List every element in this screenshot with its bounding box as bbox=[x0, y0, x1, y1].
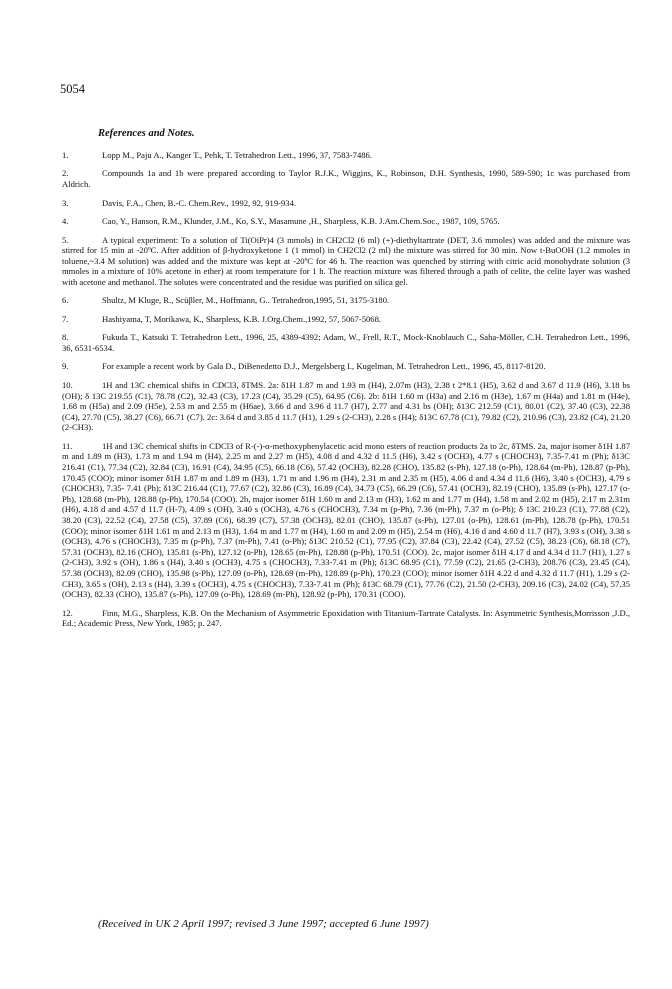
reference-list bbox=[62, 150, 630, 637]
reference-text: Hashiyama, T, Morikawa, K., Sharpless, K.B. J.Org.Chem.,1992, 57, 5067-5068. bbox=[102, 313, 382, 324]
reference-item bbox=[62, 608, 630, 629]
references-heading: References and Notes. bbox=[98, 128, 195, 139]
reference-text: Shultz, M Kluge, R., Scüβler, M., Hoffmann, G.. Tetrahedron,1995, 51, 3175-3180. bbox=[102, 295, 390, 306]
reference-item bbox=[62, 150, 630, 161]
reference-text: A typical experiment: To a solution of Ti(OiPr)4 (3 mmols) in CH2Cl2 (6 ml) (+)-diethyltartrate (DET, 3.6 mmoles) was added and the mixture was stirred for 15 min at -20ºC. After addition of β-hydroxyketone 1 (1 mmol) in CH2Cl2 (2 ml) the mixture was stirred for 30 min. Now t-BuOOH (1.2 mmoles in toluene,~3.4 M solution) was added and the mixture was kept at -20ºC for 46 h. The reaction was quenched by stirring with citric acid monohydrate solution (3 mmoles in a mixture of 10% acetone in ether) at room temperature for 1 h. The reaction mixture was filtered through a path of celite, the celite layer was washed with acetone and methanol. The solutes were concentrated and the residue was purified on silica gel. bbox=[62, 234, 630, 287]
reference-item bbox=[62, 380, 630, 433]
received-dates: (Received in UK 2 April 1997; revised 3 June 1997; accepted 6 June 1997) bbox=[98, 918, 429, 930]
reference-number: 5. bbox=[62, 234, 69, 245]
reference-item bbox=[62, 314, 630, 325]
reference-item bbox=[62, 168, 630, 189]
reference-number: 9. bbox=[62, 361, 69, 372]
reference-text: Finn, M.G., Sharpless, K.B. On the Mechanism of Asymmetric Epoxidation with Titanium-Tartrate Catalysts. In: Asymmetric Synthesis,Morrisson ,J.D., Ed.; Academic Press, New York, 1985; p. 247. bbox=[62, 607, 630, 629]
reference-text: 1H and 13C chemical shifts in CDCl3 of R-(-)-α-methoxyphenylacetic acid mono esters of reaction products 2a to 2c, δTMS. 2a, major isomer δ1H 1.87 m and 1.89 m (H3), 1.73 m and 1.94 m (H4), 2.25 m and 2.27 m (H5), 4.08 d and 4.32 d 11.5 (H6), 3.42 s (OCH3), 4.77 s (CHOCH3), 7.35-7.41 m (Ph); δ13C 216.41 (C1), 77.34 (C2), 32.84 (C3), 16.91 (C4), 34.95 (C5), 66.18 (C6), 57.42 (OCH3), 82.28 (CHO), 135.82 (s-Ph), 127.18 (o-Ph), 128.64 (m-Ph), 128.87 (p-Ph), 170.45 (COO); minor isomer δ1H 1.87 m and 1.89 m (H3), 1.71 m and 1.96 m (H4), 2.31 m and 2.35 m (H5), 4.06 d and 4.34 d 11.6 (H6), 3.40 s (OCH3), 4.79 s (CHOCH3), 7.35- 7.41 (Ph); δ13C 216.44 (C1), 77.67 (C2), 32.86 (C3), 16.89 (C4), 34.73 (C5), 66.29 (C6), 57.41 (OCH3), 82.19 (CHO), 135.89 (s-Ph), 127.17 (o-Ph), 128.68 (m-Ph), 128.88 (p-Ph), 170.54 (COO). 2b, major isomer δ1H 1.60 m and 2.13 m (H3), 1.62 m and 1.77 m (H4), 1.58 m and 2.02 m (H5), 2.17 m 2.31m (H6), 4.18 d and 4.57 d 11.7 (H-7), 4.09 s (OH), 3.40 s (OCH3), 4.76 s (CHOCH3), 7.34 m (p-Ph), 7.36 (m-Ph), 7.37 m (o-Ph); δ 13C 210.23 (C1), 77.88 (C2), 38.20 (C3), 22.52 (C4), 27.58 (C5), 37.89 (C6), 68.39 (C7), 57.38 (OCH3), 82.01 (CHO), 135.87 (s-Ph), 127.01 (o-Ph), 128.61 (m-Ph), 128.78 (p-Ph), 170.51 (COO); minor isomer δ1H 1.61 m and 2.13 m (H3), 1.64 m and 1.77 m (H4), 1.60 m and 2.09 m (H5), 2.54 m (H6), 4.16 d and 4.60 d 11.7 (H7), 3.93 s (OH), 3.38 s (OCH3), 4.76 s (CHOCH3), 7.35 m (p-Ph), 7.37 (m-Ph), 7.41 (o-Ph); δ13C 210.52 (C1), 77.95 (C2), 37.84 (C3), 22.42 (C4), 27.52 (C5), 38.23 (C6), 68.18 (C7), 57.31 (OCH3), 82.16 (CHO), 135.81 (s-Ph), 127.12 (o-Ph), 128.65 (m-Ph), 128.88 (p-Ph), 170.51 (COO). 2c, major isomer δ1H 4.17 d and 4.34 d 11.7 (H1), 1.27 s (2-CH3), 3.92 s (OH), 1.86 s (H4), 3.40 s (OCH3), 4.75 s (CHOCH3), 7.33-7.41 m (Ph); δ13C 68.95 (C1), 77.59 (C2), 21.65 (2-CH3), 208.76 (C3), 23.45 (C4), 57.38 (OCH3), 82.09 (CHO), 135.98 (s-Ph), 127.09 (o-Ph), 128.69 (m-Ph), 128.89 (p-Ph), 170.23 (COO); minor isomer δ1H 4.22 d and 4.32 d 11.7 (H1), 1.29 s (2-CH3), 3.65 s (OH), 2.13 s (H4), 3.39 s (OCH3), 4.75 s (CHOCH3), 7.33-7.41 m (Ph); δ13C 68.79 (C1), 77.76 (C2), 21.50 (2-CH3), 209.16 (C3), 24.02 (C4), 57.35 (OCH3), 82.33 (CHO), 135.87 (s-Ph), 127.09 (o-Ph), 128.69 (m-Ph), 128.92 (p-Ph), 170.31 (COO). bbox=[62, 440, 630, 600]
reference-number: 7. bbox=[62, 313, 69, 324]
reference-item bbox=[62, 235, 630, 288]
reference-number: 10. bbox=[62, 379, 73, 390]
reference-text: Fukuda T., Katsuki T. Tetrahedron Lett., 1996, 25, 4389-4392; Adam, W., Frell, R.T., Mock-Knoblauch C., Saha-Möller, C.H. Tetrahedron Lett., 1996, 36, 6531-6534. bbox=[62, 332, 630, 353]
reference-item bbox=[62, 216, 630, 227]
reference-text: Davis, F.A., Chen, B.-C. Chem.Rev., 1992, 92, 919-934. bbox=[102, 197, 297, 208]
reference-text: Lopp M., Paju A., Kanger T., Pehk, T. Tetrahedron Lett., 1996, 37, 7583-7486. bbox=[102, 150, 372, 160]
reference-number: 1. bbox=[62, 150, 69, 160]
reference-item bbox=[62, 361, 630, 372]
reference-number: 8. bbox=[62, 332, 69, 343]
reference-item bbox=[62, 441, 630, 600]
reference-text: 1H and 13C chemical shifts in CDCl3, δTMS. 2a: δ1H 1.87 m and 1.93 m (H4), 2.07m (H3), 2.38 t 2*8.1 (H5), 3.62 d and 3.67 d 11.9 (H6), 3.18 bs (OH); δ 13C 219.55 (C1), 78.78 (C2), 32.43 (C3), 17.23 (C4), 35.29 (C5), 64.95 (C6). 2b: δ1H 1.60 m (H3a) and 2.16 m (H3e), 1.67 m (H4a) and 1.81 m (H4e), 1.68 m (H5a) and 2.09 (H5e), 2.53 m and 2.55 m (H6ae), 3.66 d and 3.96 d 11.7 (H7), 2.77 and 4.31 bs (OH); δ13C 212.59 (C1), 80.01 (C2), 37.40 (C3), 22.38 (C4), 27.70 (C5), 38.27 (C6), 66.71 (C7). 2c: 3.64 d and 3.85 d 11.7 (H1), 1.29 s (2-CH3), 2.28 s (H4); δ13C 67.78 (C1), 79.82 (C2), 210.96 (C3), 23.82 (C4), 21.20 (2-CH3). bbox=[62, 379, 630, 433]
reference-text: For example a recent work by Gala D., DiBenedetto D.J., Mergelsberg I., Kugelman, M. Tetrahedron Lett., 1996, 45, 8117-8120. bbox=[102, 361, 546, 372]
reference-item bbox=[62, 332, 630, 353]
reference-item bbox=[62, 198, 630, 209]
page-number: 5054 bbox=[60, 82, 85, 96]
reference-number: 3. bbox=[62, 197, 69, 208]
reference-number: 4. bbox=[62, 216, 69, 227]
reference-number: 2. bbox=[62, 168, 69, 179]
reference-number: 11. bbox=[62, 440, 73, 451]
reference-number: 12. bbox=[62, 607, 73, 618]
reference-text: Cao, Y., Hanson, R.M., Klunder, J.M., Ko, S.Y., Masamune ,H., Sharpless, K.B. J.Am.Chem.Soc., 1987, 109, 5765. bbox=[102, 216, 500, 227]
reference-text: Compounds 1a and 1b were prepared according to Taylor R.J.K., Wiggins, K., Robinson, D.H. Synthesis, 1990, 589-590; 1c was purchased from Aldrich. bbox=[62, 168, 630, 190]
reference-number: 6. bbox=[62, 295, 69, 306]
reference-item bbox=[62, 295, 630, 306]
